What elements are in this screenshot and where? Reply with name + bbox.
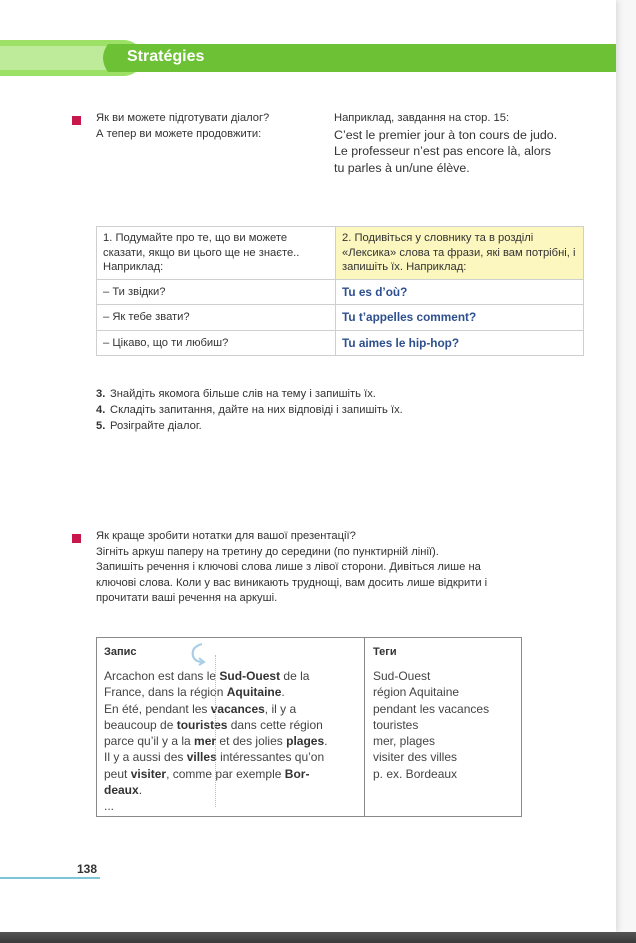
instruction-line: Зігніть аркуш паперу на третину до середини (по пунктирній лінії). <box>96 545 439 558</box>
steps-list <box>96 386 403 434</box>
note-text: de la <box>280 669 310 683</box>
keyword: visiter <box>130 766 167 781</box>
example-label: Наприклад, завдання на стор. 15: <box>334 112 510 124</box>
note-text: , comme par exemple <box>166 766 285 781</box>
keyword: vacances <box>210 701 265 716</box>
note-text: Arcachon est dans le <box>104 669 220 683</box>
table-cell: – Ти звідки? <box>97 279 336 305</box>
note-text: parce qu’il y a la <box>104 734 195 749</box>
list-item <box>96 386 403 402</box>
note-text: et des jolies <box>216 734 287 749</box>
note-text: peut <box>104 766 131 781</box>
question-line: Як ви можете підготувати діалог? <box>96 112 270 124</box>
notes-left-header: Запис <box>104 646 137 658</box>
page-number: 138 <box>77 862 98 876</box>
step-text: Знайдіть якомога більше слів на тему і запишіть їх. <box>110 388 376 400</box>
table-cell: – Цікаво, що ти любиш? <box>97 330 336 356</box>
table-header-row <box>97 227 584 280</box>
note-text: . <box>281 685 285 700</box>
step-number: 5. <box>96 420 106 432</box>
example-line: C’est le premier jour à ton cours de judo. <box>334 127 558 142</box>
section1-question <box>96 111 269 142</box>
note-text: , il y a <box>264 701 297 716</box>
table-cell: Tu t’appelles comment? <box>336 305 584 331</box>
notes-right-column <box>366 638 521 816</box>
section2-text <box>96 529 586 607</box>
tag-line: pendant les vacances <box>373 701 490 716</box>
step-number: 4. <box>96 404 106 416</box>
notes-right-body <box>373 668 489 782</box>
banner-title: Stratégies <box>127 48 205 65</box>
keyword: Sud-Ouest <box>219 669 281 683</box>
example-line: tu parles à un/une élève. <box>334 160 470 175</box>
fold-line <box>215 655 216 807</box>
keyword: plages <box>286 734 325 749</box>
instruction-line: ключові слова. Коли у вас виникають труднощі, вам досить лише відкрити і <box>96 576 488 589</box>
keyword: villes <box>186 750 217 765</box>
dialog-table <box>96 226 584 356</box>
keyword: Aquitaine <box>226 685 282 700</box>
tag-line: p. ex. Bordeaux <box>373 766 458 781</box>
tag-line: Sud-Ouest <box>373 669 431 683</box>
fold-arrow-icon <box>188 641 208 667</box>
question-line: А тепер ви можете продовжити: <box>96 127 262 140</box>
notes-right-header: Теги <box>373 646 397 658</box>
note-text: . <box>138 783 143 798</box>
table-cell: Tu aimes le hip-hop? <box>336 330 584 356</box>
section-bullet <box>72 116 81 125</box>
section-bullet <box>72 534 81 543</box>
instruction-line: прочитати ваші речення на аркуші. <box>96 592 278 604</box>
step-text: Складіть запитання, дайте на них відповіді і запишіть їх. <box>110 404 403 416</box>
note-text: dans cette région <box>227 717 323 732</box>
note-text: France, dans la région <box>104 685 227 700</box>
example-line: Le professeur n’est pas encore là, alors <box>334 144 551 158</box>
section2-question: Як краще зробити нотатки для вашої презентації? <box>96 530 356 542</box>
keyword: touristes <box>176 717 228 732</box>
note-text: En été, pendant les <box>104 701 211 716</box>
note-text: beaucoup de <box>104 717 177 732</box>
page-number-rule <box>0 877 100 879</box>
table-row <box>97 279 584 305</box>
table-row <box>97 305 584 331</box>
note-text: ... <box>104 799 115 814</box>
notes-left-column <box>97 638 365 816</box>
keyword: deaux <box>104 783 139 798</box>
keyword: mer <box>194 734 217 749</box>
note-text: intéressantes qu’on <box>216 750 325 765</box>
step-number: 3. <box>96 388 106 400</box>
list-item <box>96 418 403 434</box>
table-head-left: 1. Подумайте про те, що ви можете сказати, якщо ви цього ще не знаєте.. Наприклад: <box>97 227 336 280</box>
notes-sheet <box>96 637 522 817</box>
tag-line: visiter des villes <box>373 750 458 765</box>
table-head-right: 2. Подивіться у словнику та в розділі «Лексика» слова та фрази, які вам потрібні, і запишіть їх. Наприклад: <box>336 227 584 280</box>
bottom-bar <box>0 932 636 943</box>
strategies-banner <box>0 28 616 90</box>
note-text: Il y a aussi des <box>104 750 187 765</box>
note-text: . <box>324 734 328 749</box>
table-cell: Tu es d’où? <box>336 279 584 305</box>
table-cell: – Як тебе звати? <box>97 305 336 331</box>
step-text: Розіграйте діалог. <box>110 420 202 432</box>
example-block <box>334 111 557 176</box>
tag-line: région Aquitaine <box>373 685 460 700</box>
tag-line: mer, plages <box>373 734 436 749</box>
tag-line: touristes <box>373 717 419 732</box>
list-item <box>96 402 403 418</box>
instruction-line: Запишіть речення і ключові слова лише з лівої сторони. Дивіться лише на <box>96 561 481 573</box>
keyword: Bor- <box>284 766 310 781</box>
table-row <box>97 330 584 356</box>
